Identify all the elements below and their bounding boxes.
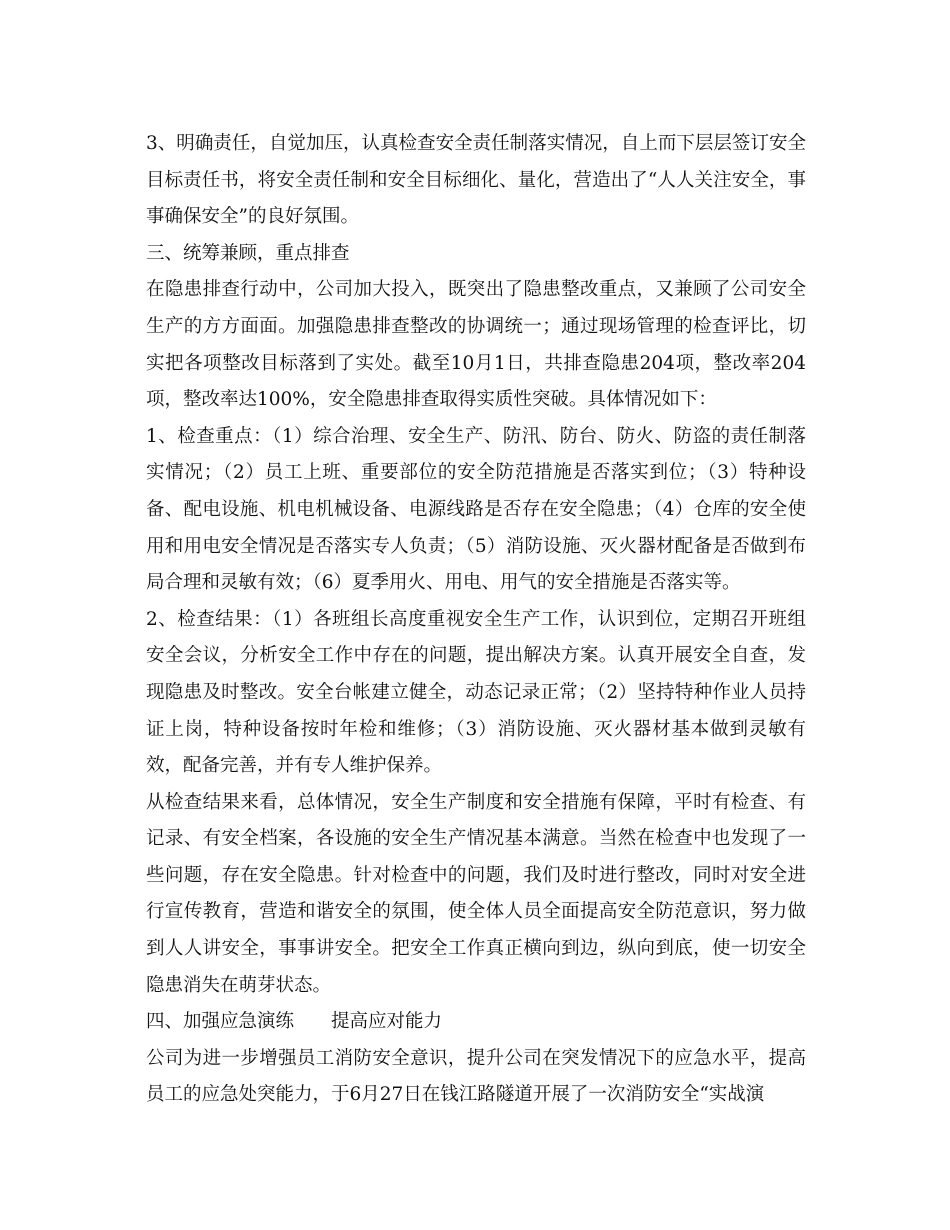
paragraph-inspection-focus: 1、检查重点：（1）综合治理、安全生产、防汛、防台、防火、防盗的责任制落实情况；（2）员工上班、重要部位的安全防范措施是否落实到位；（3）特种设备、配电设施、机电机械设备、电源线路是否存在安全隐患；（4）仓库的安全使用和用电安全情况是否落实专人负责；（5）消防设施、灭火器材配备是否做到布局合理和灵敏有效；（6）夏季用火、用电、用气的安全措施是否落实等。 — [146, 425, 806, 594]
paragraph-responsibility: 3、明确责任，自觉加压，认真检查安全责任制落实情况，自上而下层层签订安全目标责任书，将安全责任制和安全目标细化、量化，营造出了“人人关注安全，事事确保安全”的良好氛围。 — [146, 133, 806, 228]
section-heading-3: 三、统筹兼顾，重点排查 — [146, 242, 350, 264]
document-body — [146, 126, 806, 1114]
section-heading-4: 四、加强应急演练 提高应对能力 — [146, 1011, 443, 1033]
paragraph-inspection-results: 2、检查结果：（1）各班组长高度重视安全生产工作，认识到位，定期召开班组安全会议，分析安全工作中存在的问题，提出解决方案。认真开展安全自查，发现隐患及时整改。安全台帐建立健全，动态记录正常；（2）坚持特种作业人员持证上岗，特种设备按时年检和维修；（3）消防设施、灭火器材基本做到灵敏有效，配备完善，并有专人维护保养。 — [146, 608, 806, 777]
paragraph-overall-summary: 从检查结果来看，总体情况，安全生产制度和安全措施有保障，平时有检查、有记录、有安全档案，各设施的安全生产情况基本满意。当然在检查中也发现了一些问题，存在安全隐患。针对检查中的问题，我们及时进行整改，同时对安全进行宣传教育，营造和谐安全的氛围，使全体人员全面提高安全防范意识，努力做到人人讲安全，事事讲安全。把安全工作真正横向到边，纵向到底，使一切安全隐患消失在萌芽状态。 — [146, 791, 806, 996]
paragraph-hazard-investigation: 在隐患排查行动中，公司加大投入，既突出了隐患整改重点，又兼顾了公司安全生产的方方面面。加强隐患排查整改的协调统一；通过现场管理的检查评比，切实把各项整改目标落到了实处。截至10月1日，共排查隐患204项，整改率204项，整改率达100%，安全隐患排查取得实质性突破。具体情况如下： — [146, 279, 806, 411]
paragraph-emergency-drill: 公司为进一步增强员工消防安全意识，提升公司在突发情况下的应急水平，提高员工的应急处突能力，于6月27日在钱江路隧道开展了一次消防安全“实战演 — [146, 1047, 806, 1106]
